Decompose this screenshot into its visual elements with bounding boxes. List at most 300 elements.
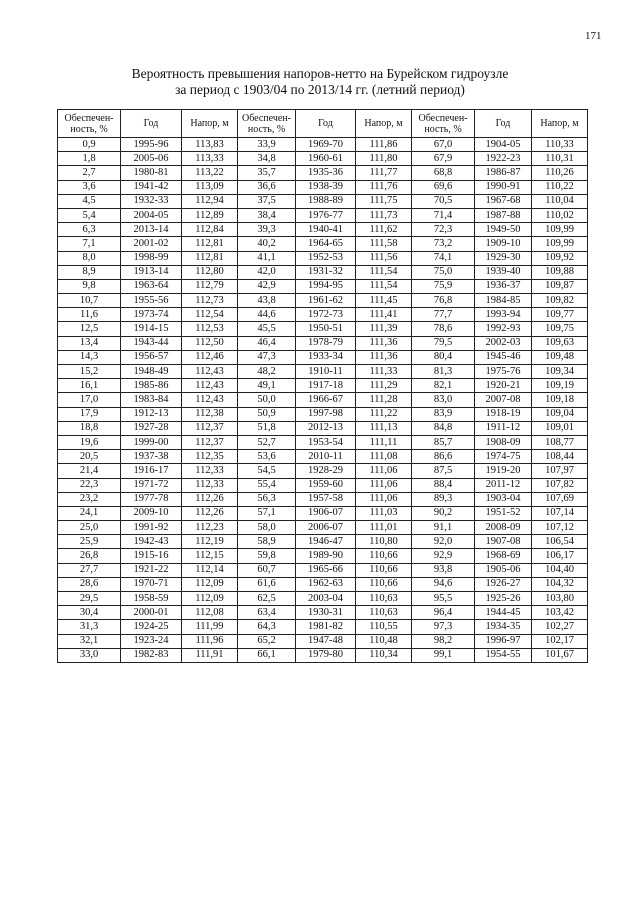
head-cell: 106,17: [532, 549, 588, 563]
head-cell: 110,55: [356, 620, 412, 634]
probability-cell: 26,8: [58, 549, 121, 563]
head-cell: 111,28: [356, 393, 412, 407]
year-cell: 1937-38: [121, 450, 182, 464]
year-cell: 1905-06: [475, 563, 532, 577]
table-row: [58, 294, 588, 308]
table-row: [58, 279, 588, 293]
year-cell: 1987-88: [475, 208, 532, 222]
head-cell: 103,42: [532, 606, 588, 620]
probability-cell: 82,1: [412, 379, 475, 393]
probability-cell: 8,9: [58, 265, 121, 279]
probability-cell: 0,9: [58, 138, 121, 152]
head-cell: 110,34: [356, 648, 412, 662]
probability-cell: 38,4: [238, 208, 296, 222]
probability-cell: 33,9: [238, 138, 296, 152]
head-cell: 111,99: [182, 620, 238, 634]
head-cell: 109,04: [532, 407, 588, 421]
head-cell: 102,27: [532, 620, 588, 634]
probability-cell: 52,7: [238, 435, 296, 449]
probability-cell: 9,8: [58, 279, 121, 293]
year-cell: 1956-57: [121, 350, 182, 364]
probability-cell: 31,3: [58, 620, 121, 634]
head-cell: 112,26: [182, 506, 238, 520]
year-cell: 1940-41: [296, 223, 356, 237]
year-cell: 1923-24: [121, 634, 182, 648]
page-number: 171: [585, 30, 602, 42]
head-cell: 109,48: [532, 350, 588, 364]
probability-cell: 87,5: [412, 464, 475, 478]
year-cell: 1912-13: [121, 407, 182, 421]
table-row: [58, 592, 588, 606]
year-cell: 2011-12: [475, 478, 532, 492]
probability-cell: 89,3: [412, 492, 475, 506]
head-cell: 111,73: [356, 208, 412, 222]
head-cell: 112,33: [182, 464, 238, 478]
year-cell: 1903-04: [475, 492, 532, 506]
year-cell: 1926-27: [475, 577, 532, 591]
year-cell: 1920-21: [475, 379, 532, 393]
head-cell: 109,92: [532, 251, 588, 265]
probability-cell: 93,8: [412, 563, 475, 577]
year-cell: 1998-99: [121, 251, 182, 265]
head-cell: 107,82: [532, 478, 588, 492]
probability-cell: 57,1: [238, 506, 296, 520]
header-head-1: Напор, м: [182, 110, 238, 138]
table-row: [58, 365, 588, 379]
year-cell: 1927-28: [121, 421, 182, 435]
head-cell: 112,08: [182, 606, 238, 620]
year-cell: 1943-44: [121, 336, 182, 350]
header-probability-2: Обеспечен-ность, %: [238, 110, 296, 138]
head-cell: 111,06: [356, 464, 412, 478]
head-cell: 111,80: [356, 152, 412, 166]
probability-cell: 88,4: [412, 478, 475, 492]
year-cell: 1938-39: [296, 180, 356, 194]
head-cell: 112,37: [182, 435, 238, 449]
year-cell: 1911-12: [475, 421, 532, 435]
year-cell: 1985-86: [121, 379, 182, 393]
table-row: [58, 322, 588, 336]
head-cell: 112,37: [182, 421, 238, 435]
year-cell: 1962-63: [296, 577, 356, 591]
year-cell: 1933-34: [296, 350, 356, 364]
head-cell: 111,06: [356, 478, 412, 492]
year-cell: 1936-37: [475, 279, 532, 293]
probability-cell: 22,3: [58, 478, 121, 492]
table-row: [58, 237, 588, 251]
year-cell: 1992-93: [475, 322, 532, 336]
year-cell: 1910-11: [296, 365, 356, 379]
year-cell: 1918-19: [475, 407, 532, 421]
head-cell: 108,44: [532, 450, 588, 464]
year-cell: 1966-67: [296, 393, 356, 407]
head-cell: 111,11: [356, 435, 412, 449]
year-cell: 1979-80: [296, 648, 356, 662]
year-cell: 1908-09: [475, 435, 532, 449]
year-cell: 1994-95: [296, 279, 356, 293]
probability-cell: 74,1: [412, 251, 475, 265]
head-cell: 111,56: [356, 251, 412, 265]
year-cell: 1921-22: [121, 563, 182, 577]
head-cell: 112,14: [182, 563, 238, 577]
head-cell: 109,99: [532, 237, 588, 251]
probability-cell: 21,4: [58, 464, 121, 478]
probability-cell: 75,9: [412, 279, 475, 293]
head-cell: 111,76: [356, 180, 412, 194]
head-cell: 110,66: [356, 577, 412, 591]
year-cell: 1931-32: [296, 265, 356, 279]
probability-cell: 66,1: [238, 648, 296, 662]
head-cell: 111,03: [356, 506, 412, 520]
probability-cell: 75,0: [412, 265, 475, 279]
year-cell: 2001-02: [121, 237, 182, 251]
year-cell: 1997-98: [296, 407, 356, 421]
head-cell: 109,82: [532, 294, 588, 308]
header-head-2: Напор, м: [356, 110, 412, 138]
head-cell: 111,77: [356, 166, 412, 180]
probability-cell: 86,6: [412, 450, 475, 464]
year-cell: 2008-09: [475, 521, 532, 535]
probability-cell: 94,6: [412, 577, 475, 591]
head-cell: 109,63: [532, 336, 588, 350]
title-line-1: Вероятность превышения напоров-нетто на Бурейском гидроузле: [131, 66, 509, 81]
head-cell: 111,96: [182, 634, 238, 648]
year-cell: 1970-71: [121, 577, 182, 591]
year-cell: 1934-35: [475, 620, 532, 634]
header-year-1: Год: [121, 110, 182, 138]
table-row: [58, 549, 588, 563]
probability-cell: 84,8: [412, 421, 475, 435]
probability-cell: 64,3: [238, 620, 296, 634]
probability-cell: 48,2: [238, 365, 296, 379]
year-cell: 1974-75: [475, 450, 532, 464]
year-cell: 1977-78: [121, 492, 182, 506]
head-cell: 111,33: [356, 365, 412, 379]
head-cell: 103,80: [532, 592, 588, 606]
table-row: [58, 606, 588, 620]
year-cell: 1907-08: [475, 535, 532, 549]
year-cell: 1945-46: [475, 350, 532, 364]
probability-cell: 56,3: [238, 492, 296, 506]
year-cell: 2012-13: [296, 421, 356, 435]
head-cell: 112,89: [182, 208, 238, 222]
table-row: [58, 563, 588, 577]
table-row: [58, 223, 588, 237]
table-row: [58, 478, 588, 492]
head-cell: 112,81: [182, 237, 238, 251]
year-cell: 1922-23: [475, 152, 532, 166]
head-cell: 110,04: [532, 194, 588, 208]
table-row: [58, 166, 588, 180]
probability-cell: 46,4: [238, 336, 296, 350]
head-cell: 112,46: [182, 350, 238, 364]
head-cell: 111,22: [356, 407, 412, 421]
head-cell: 108,77: [532, 435, 588, 449]
year-cell: 1980-81: [121, 166, 182, 180]
probability-cell: 58,0: [238, 521, 296, 535]
table-row: [58, 634, 588, 648]
table-row: [58, 180, 588, 194]
probability-cell: 6,3: [58, 223, 121, 237]
year-cell: 1904-05: [475, 138, 532, 152]
table-row: [58, 393, 588, 407]
probability-cell: 42,9: [238, 279, 296, 293]
probability-cell: 7,1: [58, 237, 121, 251]
year-cell: 1988-89: [296, 194, 356, 208]
probability-cell: 8,0: [58, 251, 121, 265]
head-cell: 112,26: [182, 492, 238, 506]
probability-cell: 61,6: [238, 577, 296, 591]
head-cell: 111,13: [356, 421, 412, 435]
probability-cell: 32,1: [58, 634, 121, 648]
head-cell: 112,09: [182, 577, 238, 591]
year-cell: 1950-51: [296, 322, 356, 336]
probability-cell: 68,8: [412, 166, 475, 180]
table-row: [58, 535, 588, 549]
year-cell: 1957-58: [296, 492, 356, 506]
head-cell: 112,38: [182, 407, 238, 421]
title-line-2: за период с 1903/04 по 2013/14 гг. (летний период): [175, 82, 465, 97]
table-row: [58, 521, 588, 535]
probability-cell: 42,0: [238, 265, 296, 279]
year-cell: 1978-79: [296, 336, 356, 350]
probability-cell: 20,5: [58, 450, 121, 464]
year-cell: 1981-82: [296, 620, 356, 634]
probability-cell: 25,9: [58, 535, 121, 549]
year-cell: 2005-06: [121, 152, 182, 166]
probability-cell: 95,5: [412, 592, 475, 606]
table-row: [58, 450, 588, 464]
probability-cell: 91,1: [412, 521, 475, 535]
head-cell: 111,54: [356, 265, 412, 279]
table-header-row: [58, 110, 588, 138]
year-cell: 1949-50: [475, 223, 532, 237]
probability-cell: 25,0: [58, 521, 121, 535]
probability-cell: 44,6: [238, 308, 296, 322]
probability-cell: 35,7: [238, 166, 296, 180]
head-cell: 112,94: [182, 194, 238, 208]
year-cell: 1947-48: [296, 634, 356, 648]
head-cell: 110,66: [356, 549, 412, 563]
probability-cell: 12,5: [58, 322, 121, 336]
head-cell: 110,22: [532, 180, 588, 194]
header-year-2: Год: [296, 110, 356, 138]
year-cell: 2000-01: [121, 606, 182, 620]
table-row: [58, 208, 588, 222]
head-cell: 112,73: [182, 294, 238, 308]
head-cell: 111,62: [356, 223, 412, 237]
table-row: [58, 265, 588, 279]
probability-cell: 53,6: [238, 450, 296, 464]
year-cell: 1952-53: [296, 251, 356, 265]
probability-cell: 34,8: [238, 152, 296, 166]
year-cell: 1971-72: [121, 478, 182, 492]
year-cell: 1909-10: [475, 237, 532, 251]
table-row: [58, 464, 588, 478]
probability-cell: 81,3: [412, 365, 475, 379]
year-cell: 1990-91: [475, 180, 532, 194]
head-cell: 111,45: [356, 294, 412, 308]
head-cell: 111,01: [356, 521, 412, 535]
probability-cell: 14,3: [58, 350, 121, 364]
year-cell: 2007-08: [475, 393, 532, 407]
head-cell: 110,02: [532, 208, 588, 222]
probability-cell: 37,5: [238, 194, 296, 208]
probability-cell: 63,4: [238, 606, 296, 620]
probability-cell: 51,8: [238, 421, 296, 435]
head-cell: 110,63: [356, 606, 412, 620]
head-cell: 101,67: [532, 648, 588, 662]
year-cell: 1961-62: [296, 294, 356, 308]
year-cell: 1917-18: [296, 379, 356, 393]
probability-cell: 60,7: [238, 563, 296, 577]
head-cell: 112,50: [182, 336, 238, 350]
head-cell: 109,01: [532, 421, 588, 435]
year-cell: 1916-17: [121, 464, 182, 478]
year-cell: 2010-11: [296, 450, 356, 464]
head-cell: 113,83: [182, 138, 238, 152]
exceedance-table: [57, 109, 588, 663]
probability-cell: 62,5: [238, 592, 296, 606]
probability-cell: 29,5: [58, 592, 121, 606]
head-cell: 111,75: [356, 194, 412, 208]
head-cell: 113,22: [182, 166, 238, 180]
probability-cell: 41,1: [238, 251, 296, 265]
probability-cell: 43,8: [238, 294, 296, 308]
head-cell: 102,17: [532, 634, 588, 648]
year-cell: 1960-61: [296, 152, 356, 166]
year-cell: 2003-04: [296, 592, 356, 606]
head-cell: 107,14: [532, 506, 588, 520]
probability-cell: 36,6: [238, 180, 296, 194]
year-cell: 1976-77: [296, 208, 356, 222]
year-cell: 2002-03: [475, 336, 532, 350]
year-cell: 1965-66: [296, 563, 356, 577]
head-cell: 107,69: [532, 492, 588, 506]
year-cell: 1954-55: [475, 648, 532, 662]
probability-cell: 80,4: [412, 350, 475, 364]
year-cell: 1919-20: [475, 464, 532, 478]
year-cell: 1982-83: [121, 648, 182, 662]
year-cell: 1932-33: [121, 194, 182, 208]
year-cell: 1928-29: [296, 464, 356, 478]
probability-cell: 67,0: [412, 138, 475, 152]
year-cell: 1973-74: [121, 308, 182, 322]
probability-cell: 1,8: [58, 152, 121, 166]
head-cell: 110,26: [532, 166, 588, 180]
probability-cell: 65,2: [238, 634, 296, 648]
probability-cell: 98,2: [412, 634, 475, 648]
head-cell: 107,97: [532, 464, 588, 478]
head-cell: 111,54: [356, 279, 412, 293]
year-cell: 1993-94: [475, 308, 532, 322]
year-cell: 1914-15: [121, 322, 182, 336]
year-cell: 1915-16: [121, 549, 182, 563]
probability-cell: 33,0: [58, 648, 121, 662]
probability-cell: 50,9: [238, 407, 296, 421]
table-row: [58, 648, 588, 662]
table-row: [58, 251, 588, 265]
head-cell: 113,09: [182, 180, 238, 194]
year-cell: 1958-59: [121, 592, 182, 606]
head-cell: 109,87: [532, 279, 588, 293]
head-cell: 112,09: [182, 592, 238, 606]
head-cell: 112,35: [182, 450, 238, 464]
table-row: [58, 577, 588, 591]
year-cell: 1930-31: [296, 606, 356, 620]
year-cell: 1942-43: [121, 535, 182, 549]
probability-cell: 11,6: [58, 308, 121, 322]
table-row: [58, 308, 588, 322]
probability-cell: 50,0: [238, 393, 296, 407]
head-cell: 111,36: [356, 336, 412, 350]
probability-cell: 99,1: [412, 648, 475, 662]
head-cell: 104,40: [532, 563, 588, 577]
year-cell: 1963-64: [121, 279, 182, 293]
probability-cell: 67,9: [412, 152, 475, 166]
head-cell: 112,80: [182, 265, 238, 279]
head-cell: 112,53: [182, 322, 238, 336]
probability-cell: 70,5: [412, 194, 475, 208]
probability-cell: 79,5: [412, 336, 475, 350]
year-cell: 1999-00: [121, 435, 182, 449]
probability-cell: 71,4: [412, 208, 475, 222]
table-row: [58, 336, 588, 350]
probability-cell: 45,5: [238, 322, 296, 336]
probability-cell: 17,9: [58, 407, 121, 421]
probability-cell: 40,2: [238, 237, 296, 251]
probability-cell: 85,7: [412, 435, 475, 449]
year-cell: 1948-49: [121, 365, 182, 379]
year-cell: 1955-56: [121, 294, 182, 308]
probability-cell: 72,3: [412, 223, 475, 237]
head-cell: 109,88: [532, 265, 588, 279]
head-cell: 104,32: [532, 577, 588, 591]
document-title: [0, 66, 640, 98]
probability-cell: 2,7: [58, 166, 121, 180]
head-cell: 111,39: [356, 322, 412, 336]
probability-cell: 76,8: [412, 294, 475, 308]
probability-cell: 19,6: [58, 435, 121, 449]
probability-cell: 97,3: [412, 620, 475, 634]
table-row: [58, 421, 588, 435]
head-cell: 112,19: [182, 535, 238, 549]
year-cell: 1986-87: [475, 166, 532, 180]
probability-cell: 49,1: [238, 379, 296, 393]
probability-cell: 73,2: [412, 237, 475, 251]
head-cell: 111,06: [356, 492, 412, 506]
probability-cell: 18,8: [58, 421, 121, 435]
head-cell: 113,33: [182, 152, 238, 166]
probability-cell: 24,1: [58, 506, 121, 520]
head-cell: 111,91: [182, 648, 238, 662]
table-row: [58, 350, 588, 364]
table-body: [58, 138, 588, 663]
head-cell: 107,12: [532, 521, 588, 535]
year-cell: 1964-65: [296, 237, 356, 251]
year-cell: 1983-84: [121, 393, 182, 407]
head-cell: 109,99: [532, 223, 588, 237]
head-cell: 110,63: [356, 592, 412, 606]
head-cell: 111,58: [356, 237, 412, 251]
probability-cell: 83,0: [412, 393, 475, 407]
year-cell: 1989-90: [296, 549, 356, 563]
probability-cell: 78,6: [412, 322, 475, 336]
head-cell: 111,08: [356, 450, 412, 464]
table-row: [58, 506, 588, 520]
head-cell: 111,36: [356, 350, 412, 364]
year-cell: 1924-25: [121, 620, 182, 634]
